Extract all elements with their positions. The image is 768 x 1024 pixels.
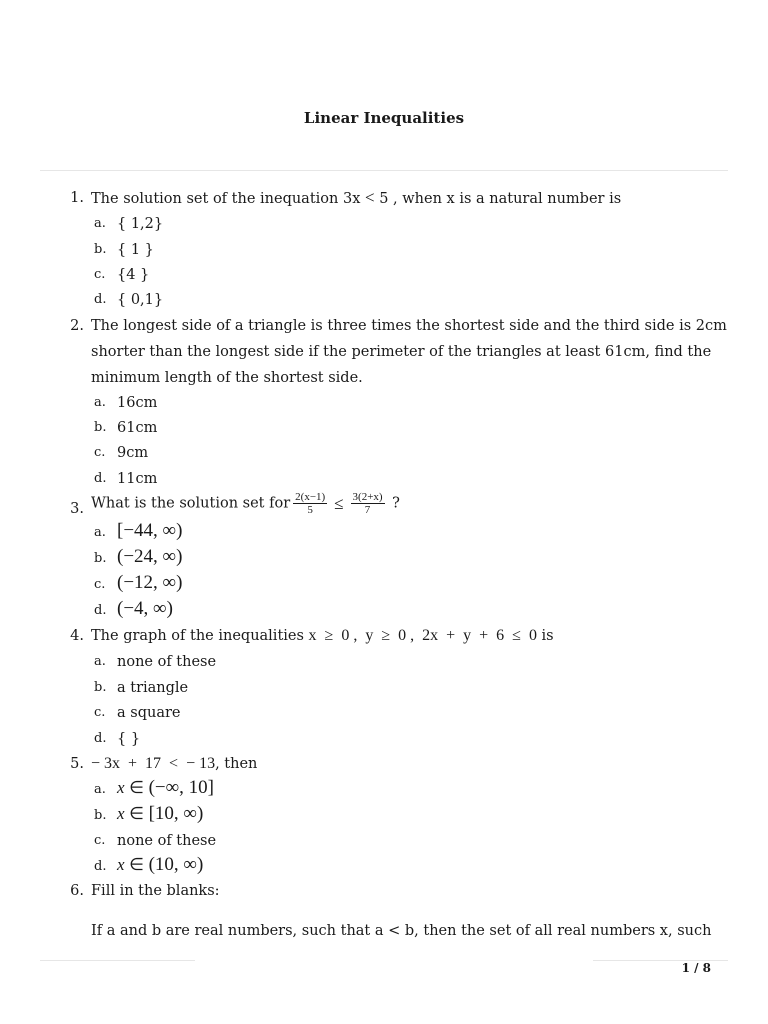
option-label: b.	[94, 420, 107, 435]
option-label: c.	[94, 833, 106, 848]
question-number: 2.	[70, 318, 84, 334]
question-text: What is the solution set for $\frac{2(x-1)}{5}$ ≤ $\frac{3(2+x)}{7}$ ?	[91, 491, 400, 516]
fraction: $\frac{2(x-1)}{5}$	[295, 491, 326, 516]
option-text: 11cm	[117, 471, 158, 487]
footer-divider-left	[40, 960, 195, 961]
page-number: 1 / 8	[681, 961, 711, 975]
question-text: The graph of the inequalities x ≥ 0 , y ≥ 0 , 2x + y + 6 ≤ 0 is	[91, 627, 554, 644]
option-label: a.	[94, 654, 106, 669]
option-text: 16cm	[117, 395, 158, 411]
option-text: x ∈ [10, ∞)	[117, 803, 204, 824]
option-label: b.	[94, 680, 107, 695]
option-text: { }	[117, 731, 141, 747]
question-number: 3.	[70, 501, 84, 517]
option-text: a square	[117, 705, 181, 721]
option-label: d.	[94, 859, 107, 874]
option-text: { 0,1}	[117, 292, 164, 308]
question-text: − 3x + 17 < − 13, then	[91, 755, 258, 772]
option-label: c.	[94, 267, 106, 282]
option-text: x ∈ (−∞, 10]	[117, 777, 214, 798]
option-text: none of these	[117, 833, 217, 849]
option-text: (−12, ∞)	[117, 572, 183, 593]
option-label: a.	[94, 782, 106, 797]
option-text: {4 }	[117, 267, 150, 283]
question-number: 1.	[70, 190, 84, 206]
option-label: a.	[94, 216, 106, 231]
option-text: x ∈ (10, ∞)	[117, 854, 204, 875]
page-title: Linear Inequalities	[303, 109, 465, 127]
fraction: $\frac{3(2+x)}{7}$	[352, 491, 383, 516]
option-text: 9cm	[117, 445, 149, 461]
option-label: b.	[94, 808, 107, 823]
option-label: a.	[94, 525, 106, 540]
option-text: a triangle	[117, 680, 189, 696]
option-text: { 1 }	[117, 242, 154, 258]
option-text: [−44, ∞)	[117, 520, 183, 541]
option-label: c.	[94, 577, 106, 592]
question-text-line: minimum length of the shortest side.	[91, 370, 363, 386]
option-label: d.	[94, 292, 107, 307]
option-label: d.	[94, 731, 107, 746]
option-text: (−4, ∞)	[117, 598, 173, 619]
question-number: 5.	[70, 756, 84, 772]
option-label: b.	[94, 242, 107, 257]
header-divider	[40, 170, 728, 171]
option-label: c.	[94, 445, 106, 460]
question-text-line: shorter than the longest side if the perimeter of the triangles at least 61cm, find the	[91, 344, 712, 360]
paragraph-text: If a and b are real numbers, such that a < b, then the set of all real numbers x, such	[91, 923, 712, 939]
question-number: 4.	[70, 628, 84, 644]
question-text: The solution set of the inequation 3x < 5 , when x is a natural number is	[91, 188, 622, 207]
question-text-line: The longest side of a triangle is three times the shortest side and the third side is 2cm	[91, 318, 727, 334]
question-number: 6.	[70, 883, 84, 899]
option-label: c.	[94, 705, 106, 720]
option-label: b.	[94, 551, 107, 566]
question-3	[0, 491, 768, 521]
option-text: (−24, ∞)	[117, 546, 183, 567]
option-text: { 1,2}	[117, 216, 164, 232]
option-label: d.	[94, 603, 107, 618]
option-label: a.	[94, 395, 106, 410]
option-text: none of these	[117, 654, 217, 670]
option-text: 61cm	[117, 420, 158, 436]
option-label: d.	[94, 471, 107, 486]
question-text: Fill in the blanks:	[91, 883, 220, 899]
